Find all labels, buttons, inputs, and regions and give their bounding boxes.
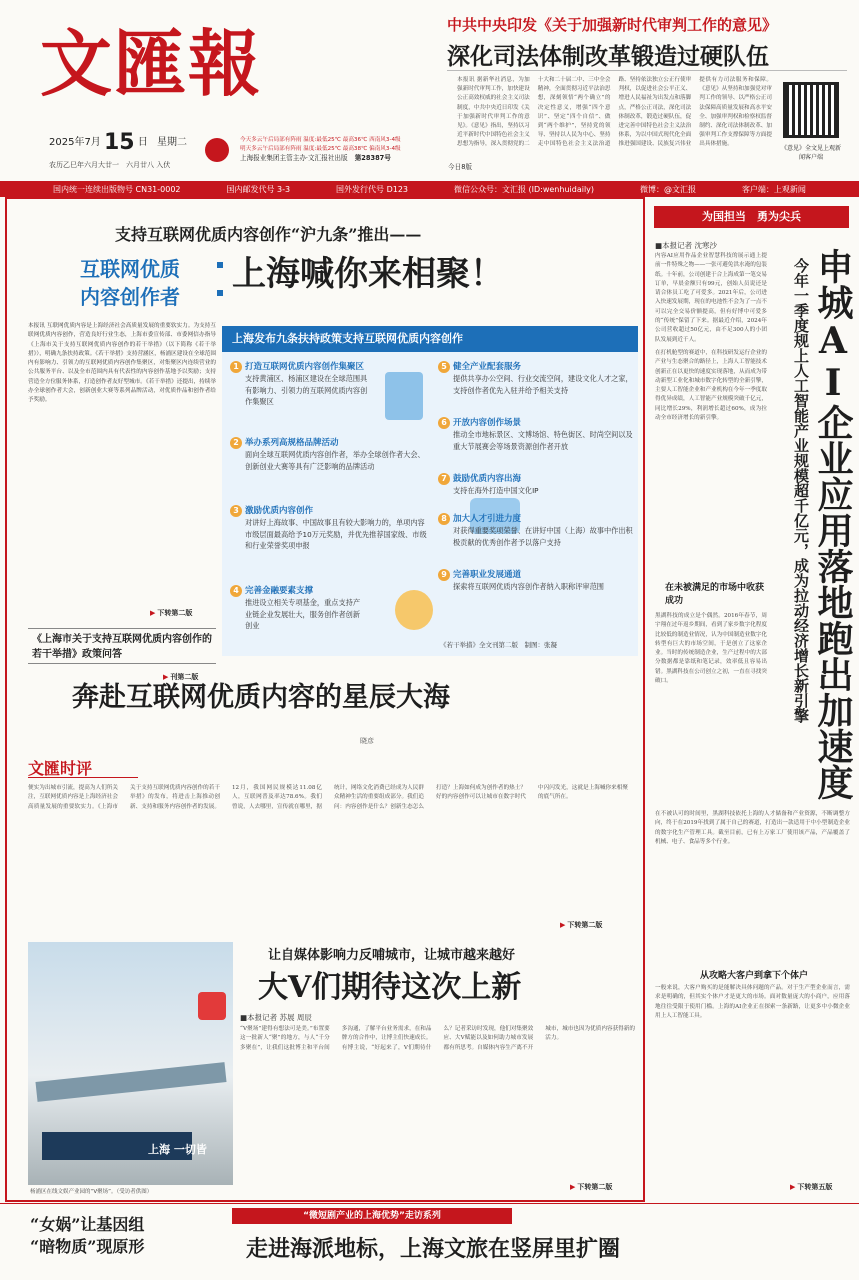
policy-item-8 [438, 512, 633, 568]
weather-today: 今天多云午后局部有阵雨 温度:最低25℃ 最高36℃ 西南风3-4级 [240, 137, 401, 143]
right-headline: 申城AI企业应用落地跑出加速度 [812, 248, 854, 800]
issue-number: 第28387号 [354, 154, 391, 162]
policy-item-2 [230, 436, 430, 504]
item-title: 加大人才引进力度 [453, 514, 522, 524]
right-slogan: 为国担当 勇为尖兵 [654, 206, 849, 228]
policy-next: ▶ 刊第二版 [163, 673, 199, 681]
bottom-headline: 走进海派地标，上海文旅在竖屏里扩圈 [246, 1236, 621, 1262]
item-number: 6 [438, 417, 450, 429]
press-group-logo [205, 138, 229, 162]
story2-body: “V聚场”建得有想法可是美。”布置要这一批新人“聚”的地方，与人“千分多聚在”，让我们这批博主和平台间多沟通，了解平台业务需求，在和品牌方的合作中，让博主们快速成长。有博主说，“好起来了，V们期待什么？记者采访时发现，他们对集聚效应、大V赋能以及如何助力城市发展都有所思考。自媒体内容生产离不开城市，城市也因为优质内容获得新的活力。 [240, 1026, 635, 1051]
item-body: 推进设立相关专项基金，重点支持产业链企业发展壮大，服务创作者创新创业 [245, 598, 361, 630]
feature-intro-next: ▶ 下转第二版 [150, 609, 193, 617]
bottom-left-headline-1: “女娲”让基因组 [30, 1215, 145, 1234]
item-number: 7 [438, 473, 450, 485]
feature-headline: 上海喊你来相聚！ [232, 254, 504, 294]
infographic-col-right [438, 360, 633, 624]
item-body: 支持黄浦区、杨浦区建设在全球范围具有影响力、引领力的互联网优质内容创作集聚区 [245, 374, 368, 406]
bottom-left-headline [30, 1214, 200, 1258]
info-weibo: 微博：@文汇报 [639, 184, 696, 194]
item-body: 对获得重要奖项荣誉、在讲好中国（上海）故事中作出积极贡献的优秀创作者予以落户支持 [453, 526, 633, 547]
info-foreign: 国外发行代号 D123 [336, 184, 409, 194]
policy-item-9 [438, 568, 633, 624]
lunar-date: 农历乙巳年六月大廿一 六月廿八 入伏 [49, 161, 171, 169]
side-title-line-1: 互联网优质 [80, 257, 180, 281]
column-label [28, 756, 138, 778]
story2-next: ▶ 下转第二版 [570, 1183, 613, 1191]
story2-byline: ■本报记者 苏展 周辰 [240, 1013, 312, 1022]
illustration-people-icon [395, 590, 433, 630]
item-body: 提供共享办公空间、行业交流空间，建设文化人才之家，支持创作者优先入驻并给予相关支持 [453, 374, 633, 395]
info-domestic: 国内邮发代号 3-3 [226, 184, 291, 194]
right-body-3 [655, 810, 850, 960]
feature-intro: 本报讯 互联网优质内容是上海经济社会高质量发展的重要软实力。为支持互联网优质内容创作，营造良好行业生态，上海市委宣传部、市委网信办指导《上海市关于支持互联网优质内容创作的若干举措》（以下简称《若干举措》），明确九条扶持政策。《若干举措》支持营涵区，杨浦区建设在全球范围内有影响力、引领力的互联网优质内容创作集聚区，对集聚区内连续营业的公共服务平台、以及全市范围内具有代表性的内容创作基地予以奖励；支持营造全方位服务体系，打造创作者友好型城市。《若干举措》还提出，持续举办全球创作者大会，创新创业大赛等系列品牌活动，对优质作品和创作者给予奖励。 [28, 323, 216, 404]
item-title: 举办系列高规格品牌活动 [245, 438, 339, 448]
item-number: 8 [438, 513, 450, 525]
commentary-byline: 晓彦 [360, 737, 374, 745]
item-title: 打造互联网优质内容创作集聚区 [245, 362, 365, 372]
right-subtitle-1: 在未被满足的市场中收获成功 [665, 583, 765, 606]
item-body: 探索将互联网优质内容创作者纳入职称评审范围 [453, 582, 604, 591]
item-body: 面向全球互联网优质内容创作者，举办全球创作者大会、创新创业大赛等具有广泛影响的品牌活动 [245, 450, 425, 471]
date-weekday: 星期二 [157, 137, 187, 148]
right-para-4: 在不被认可的时间里，黑湖科技依托上海的人才储备和产业资源，不断调整方向，终于在2019年找到了属于自己的赛道，打造出一款适用于中小型制造企业的数字化生产管理工具。截至目前，已有上万家工厂使用该产品，产品覆盖了机械、电子、食品等多个行业。 [655, 811, 850, 845]
publisher-line: 上海报业集团主管主办·文汇报社出版 [240, 154, 348, 162]
item-number: 5 [438, 361, 450, 373]
date-year-month: 2025年7月 [49, 137, 101, 148]
newspaper-logo: 文匯報 [40, 21, 263, 106]
photo-sign-text: 上海 一切皆 [148, 1143, 207, 1156]
issue-date [49, 130, 187, 155]
policy-box[interactable] [28, 628, 216, 664]
policy-box-title: 《上海市关于支持互联网优质内容创作的若干举措》政策问答 [32, 634, 212, 660]
right-subhead: 今年一季度规上人工智能产业规模超千亿元，成为拉动经济增长新引擎 [792, 258, 810, 723]
item-title: 开放内容创作场景 [453, 418, 522, 428]
qr-caption: 《意见》全文见上观新闻客户端 [780, 145, 841, 161]
right-byline: ■本报记者 沈寒沙 [655, 241, 717, 250]
item-number: 9 [438, 569, 450, 581]
illustration-building-icon [385, 372, 423, 420]
right-next: ▶ 下转第五版 [790, 1183, 833, 1191]
item-body: 对讲好上海故事、中国故事且有较大影响力的，单项内容市级层面最高给予10万元奖励，并优先推荐国家级、市级和行业荣誉奖项申报 [245, 518, 427, 550]
top-headline: 深化司法体制改革锻造过硬队伍 [447, 43, 769, 70]
info-cn: 国内统一连续出版物号 CN31-0002 [52, 184, 181, 194]
story2-kicker: 让自媒体影响力反哺城市，让城市越来越好 [268, 948, 516, 963]
date-day: 15 [104, 130, 135, 155]
policy-item-6 [438, 416, 633, 472]
item-title: 激励优质内容创作 [245, 506, 314, 516]
item-number: 4 [230, 585, 242, 597]
right-para-1: 内容AI应用作品企业智慧科技的展示通上提前一件特殊之物——一张可避免洪水淹的包装纸。十年前，公司创建于合上海成第一笔交易订单，早晨金额只有99元，创始人员说还是请合体员工吃了可爱多。2021年后，公司进入快速发展期，现在的电池性不会为了一点不可以完全交易价额提高，但有好博中可爱多的“传统”保留了下来。据最近介绍，2024年公司营收超过50亿元，由不足300人的小团队发展到近千人。 [655, 253, 767, 343]
policy-item-3 [230, 504, 430, 584]
page-count: 今日8版 [448, 163, 472, 171]
item-body: 推动全市地标景区、文博场馆、特色街区、时尚空间以及重大节展赛会等场景资源创作者开放 [453, 430, 633, 451]
story2-headline: 大V们期待这次上新 [258, 970, 522, 1005]
right-para-3: 黑湖科技的成立是个偶然。2016年春节，周宇翔在过年返乡期间，看到了家乡数字化程度比较低的制造业情况，认为中国制造业数字化转型有巨大的市场空间，于是创立了这家企业。当时的传统制造企业，生产过程中的大部分数据都是靠纸和笔记录，效率低且容易出错。黑湖科技在公司创立之初，一直在寻找突破口。 [655, 613, 767, 685]
right-para-2: 在打机舱型的赛道中，在科技研发运行企业的产业与生态聚合的路径上，上海人工智能技术创新正在以更快的速度实现落地，从而成为带动新型工业化和城市数字化转型的全新引擎，主要人工智能企业和产业机构在今年一季度取得优异成绩，人工智能产业规模突破千亿元，同比增长29%，利润增长超过60%，成为拉动全市经济增长的新引擎。 [655, 349, 767, 422]
item-title: 健全产业配套服务 [453, 362, 522, 372]
item-title: 鼓励优质内容出海 [453, 474, 522, 484]
weather-tomorrow: 明天多云午后局部有阵雨 温度:最低25℃ 最高38℃ 偏南风3-4级 [240, 146, 401, 152]
column-label-text: 文匯时评 [28, 759, 93, 778]
right-para-5: 一般来说，大客户购买的是能解决具体问题的产品。对于生产型企业而言，需求是明确的，但其实个体户才是更大的市场。面对数量庞大的小商户，应用落地往往受限于使用门槛。上海的AI企业正在探索一条新路，让更多中小微企业用上人工智能工具。 [655, 985, 850, 1019]
info-wechat: 微信公众号：文汇报 (ID:wenhuidaily) [453, 184, 595, 194]
info-app: 客户端：上观新闻 [741, 184, 806, 194]
policy-item-7 [438, 472, 633, 512]
top-kicker: 中共中央印发《关于加强新时代审判工作的意见》 [447, 16, 778, 34]
item-number: 1 [230, 361, 242, 373]
infographic-title: 上海发布九条扶持政策支持互联网优质内容创作 [222, 326, 638, 352]
series-label: “微短剧产业的上海优势”走访系列 [232, 1208, 512, 1224]
right-subtitle-2: 从攻略大客户到拿下个体户 [700, 971, 809, 981]
right-body-1 [655, 252, 767, 580]
infographic-caption: 《若干举措》全文刊第二版 制图：张凝 [440, 641, 557, 649]
side-title-line-2: 内容创作者 [80, 285, 180, 309]
right-body-4 [655, 984, 850, 1106]
story2-photo-caption: 杨浦区在线文娱产业园的“V聚场”。（受访者供图） [30, 1189, 153, 1195]
item-title: 完善金融要素支撑 [245, 586, 314, 596]
item-title: 完善职业发展通道 [453, 570, 522, 580]
item-number: 2 [230, 437, 242, 449]
top-story-body: 本报讯 据新华社消息，为加强新时代审判工作，加快建设公正高效权威的社会主义司法制度，中共中央近日印发《关于加强新时代审判工作的意见》。《意见》指出，坚持以习近平新时代中国特色社会主义思想为指导，深入贯彻党的二十大和二十届二中、三中全会精神，全面贯彻习近平法治思想，深刻领悟“两个确立”的决定性意义，增强“四个意识”、坚定“四个自信”、做到“两个维护”，坚持党的领导、坚持以人民为中心、坚持走中国特色社会主义法治道路、坚持依法独立公正行使审判权，以促进社会公平正义、增进人民福祉为出发点和落脚点，严格公正司法，深化司法体制改革，锻造过硬队伍，促进完善中国特色社会主义法治体系，为以中国式现代化全面推进强国建设、民族复兴伟业提供有力司法服务和保障。《意见》从坚持和加强党对审判工作的领导、以严格公正司法保障高质量发展和高水平安全、加强审判权和检察权监督制约、深化司法体制改革、加强审判工作支撑保障等方面提出具体措施。 [457, 77, 772, 148]
bottom-left-headline-2: “暗物质”现原形 [30, 1237, 145, 1256]
qr-code[interactable] [783, 82, 839, 138]
date-day-unit: 日 [137, 137, 148, 148]
weather-block [240, 136, 472, 172]
feature-kicker: 支持互联网优质内容创作“沪九条”推出—— [115, 225, 422, 244]
commentary-headline: 奔赴互联网优质内容的星辰大海 [72, 682, 450, 713]
commentary-body: 便实为出城市引流，提高为人们所关注，互联网优质内容是上海经济社会高质量发展的重要软实力。《上海市关于支持互联网优质内容创作的若干举措》的发布，将进击上海推动创新、支持和服务内容创作者的发展。12月，我国网民规模达11.08亿人，互联网普及率达78.6%。我们曾说，人去哪里，宣传就在哪里，据统计，网络文化消费已经成为人民群众精神生活的重要组成部分。我们追问：内容创作是什么？创新生态怎么打造？上海如何成为创作者的热土？好的内容创作可以让城市在数字时代中闪闪发光，这就是上海喊你来相聚的底气所在。 [28, 785, 628, 810]
commentary-next: ▶ 下转第二版 [560, 921, 603, 929]
feature-side-title [50, 255, 210, 311]
info-bar [0, 181, 859, 197]
item-body: 支持在海外打造中国文化IP [453, 486, 539, 495]
item-number: 3 [230, 505, 242, 517]
story2-photo [28, 942, 233, 1185]
policy-item-5 [438, 360, 633, 416]
